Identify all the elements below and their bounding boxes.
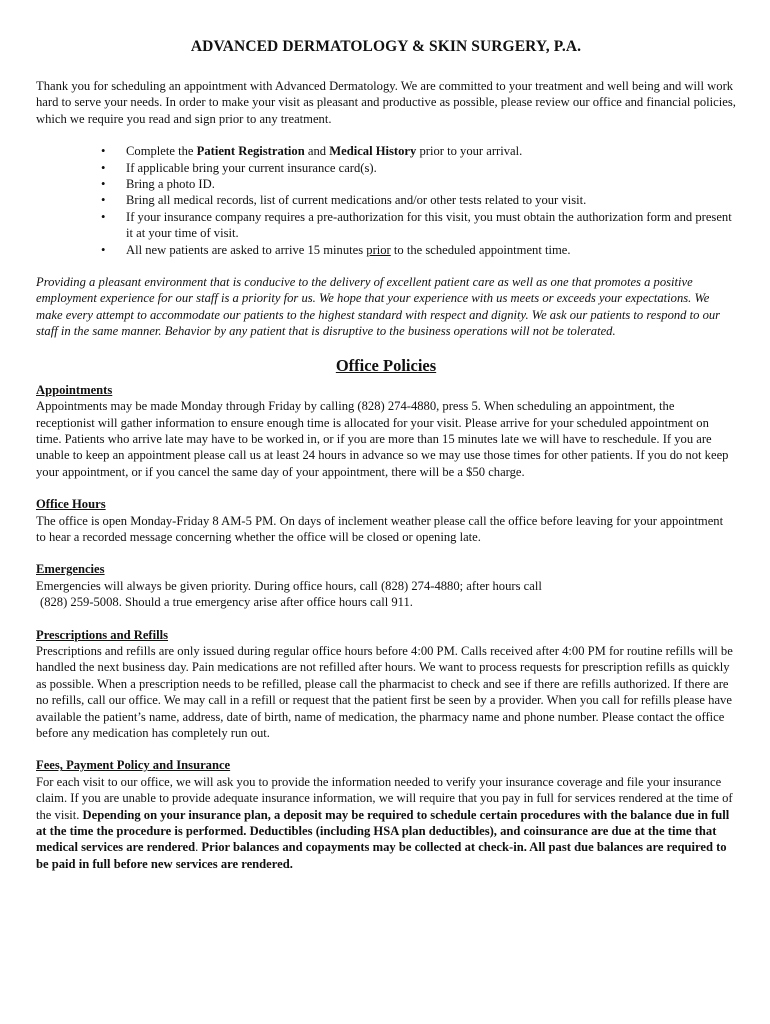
appointments-heading: Appointments bbox=[36, 382, 113, 397]
behavior-statement: Providing a pleasant environment that is conducive to the delivery of excellent patient care as well as one that promotes a positive employment experience for our staff is a priority for us. We hope that your experience with us meets or exceeds your expectations. We make every attempt to accommodate our patients to the highest standard with respect and dignity. We ask our patients to respond to our staff in the same manner. Behavior by any patient that is disruptive to the business operations will not be tolerated. bbox=[36, 275, 721, 339]
document-page bbox=[36, 36, 736, 888]
prescriptions-section bbox=[36, 627, 736, 742]
emergencies-text-line1: Emergencies will always be given priority. During office hours, call (828) 274-4880; after hours call bbox=[36, 578, 542, 593]
office-policies-heading: Office Policies bbox=[335, 355, 437, 375]
balances-policy-text: Prior balances and copayments may be collected at check-in. All past due balances are required to be paid in full before new services are rendered. bbox=[36, 840, 727, 871]
checklist-item: • If your insurance company requires a pre-authorization for this visit, you must obtain the authorization form and present it at your time of visit. bbox=[101, 209, 732, 241]
emergencies-heading: Emergencies bbox=[36, 562, 105, 577]
bullet-icon: • bbox=[101, 160, 106, 175]
checklist-item: • Complete the Patient Registration and Medical History prior to your arrival. bbox=[101, 144, 523, 159]
office-hours-section bbox=[36, 496, 736, 545]
checklist-item: • Bring a photo ID. bbox=[101, 177, 215, 192]
prior-emphasis: prior bbox=[366, 242, 391, 257]
pre-visit-checklist bbox=[36, 143, 736, 258]
office-hours-text: The office is open Monday-Friday 8 AM-5 PM. On days of inclement weather please call the office before leaving for your appointment to hear a recorded message concerning whether the office will be closed or opening late. bbox=[36, 513, 724, 544]
intro-paragraph: Thank you for scheduling an appointment with Advanced Dermatology. We are committed to your treatment and well being and will work hard to serve your needs. In order to make your visit as pleasant and productive as possible, please review our office and financial policies, which we require you read and sign prior to any treatment. bbox=[36, 79, 736, 126]
document-title: ADVANCED DERMATOLOGY & SKIN SURGERY, P.A. bbox=[190, 38, 582, 55]
bullet-icon: • bbox=[101, 177, 106, 192]
checklist-item: • Bring all medical records, list of current medications and/or other tests related to your visit. bbox=[101, 193, 587, 208]
bullet-icon: • bbox=[101, 242, 106, 257]
fees-section bbox=[36, 757, 736, 872]
patient-registration-term: Patient Registration bbox=[196, 144, 305, 159]
deposit-policy-text: Depending on your insurance plan, a deposit may be required to schedule certain procedures with the balance due in full at the time the procedure is performed. Deductibles (including HSA plan deductibles), and coinsurance are due at the time that medical services are rendered bbox=[36, 807, 730, 855]
prescriptions-text: Prescriptions and refills are only issued during regular office hours before 4:00 PM. Calls received after 4:00 PM for routine refills will be handled the next business day. Pain medications are not refilled after hours. We want to process requests for prescription refills as quickly as possible. When a prescription needs to be refilled, please call the pharmacist to check and see if there are refills authorized. If there are no refills, call our office. We may call in a refill or request that the patient first be seen by a provider. When you call for refills please have available the patient’s name, address, date of birth, name of medication, the pharmacy name and phone number. Please contact the office before any medication has completely run out. bbox=[36, 643, 733, 740]
office-hours-heading: Office Hours bbox=[36, 497, 106, 512]
bullet-icon: • bbox=[101, 193, 106, 208]
appointments-section bbox=[36, 382, 736, 480]
checklist-item: • All new patients are asked to arrive 15 minutes prior to the scheduled appointment time. bbox=[101, 242, 571, 257]
emergencies-section bbox=[36, 561, 736, 610]
fees-text: For each visit to our office, we will ask you to provide the information needed to verify your insurance coverage and file your insurance claim. If you are unable to provide adequate insurance information, we will require that you pay in full for services rendered at the time of the visit. Depending on your insurance plan, a deposit may be required to schedule certain procedures with the balance due in full at the time the procedure is performed. Deductibles (including HSA plan deductibles), and coinsurance are due at the time that medical services are rendered. Prior balances and copayments may be collected at check-in. All past due balances are required to be paid in full before new services are rendered. bbox=[36, 774, 733, 871]
appointments-text: Appointments may be made Monday through Friday by calling (828) 274-4880, press 5. When scheduling an appointment, the receptionist will gather information to ensure enough time is allocated for your visit. Please arrive for your scheduled appointment on time. Patients who arrive late may have to be worked in, or if you are more than 15 minutes late we will have to reschedule. If you are unable to keep an appointment please call us at least 24 hours in advance so we may use those times for other patients. If you do not keep your appointment, or if you cancel the same day of your appointment, there will be a $50 charge. bbox=[36, 399, 729, 479]
prescriptions-heading: Prescriptions and Refills bbox=[36, 627, 169, 642]
medical-history-term: Medical History bbox=[329, 144, 417, 159]
bullet-icon: • bbox=[101, 209, 106, 224]
bullet-icon: • bbox=[101, 144, 106, 159]
checklist-item: • If applicable bring your current insurance card(s). bbox=[101, 160, 377, 175]
emergencies-text-line2: (828) 259-5008. Should a true emergency arise after office hours call 911. bbox=[40, 595, 413, 610]
fees-heading: Fees, Payment Policy and Insurance bbox=[36, 758, 231, 773]
